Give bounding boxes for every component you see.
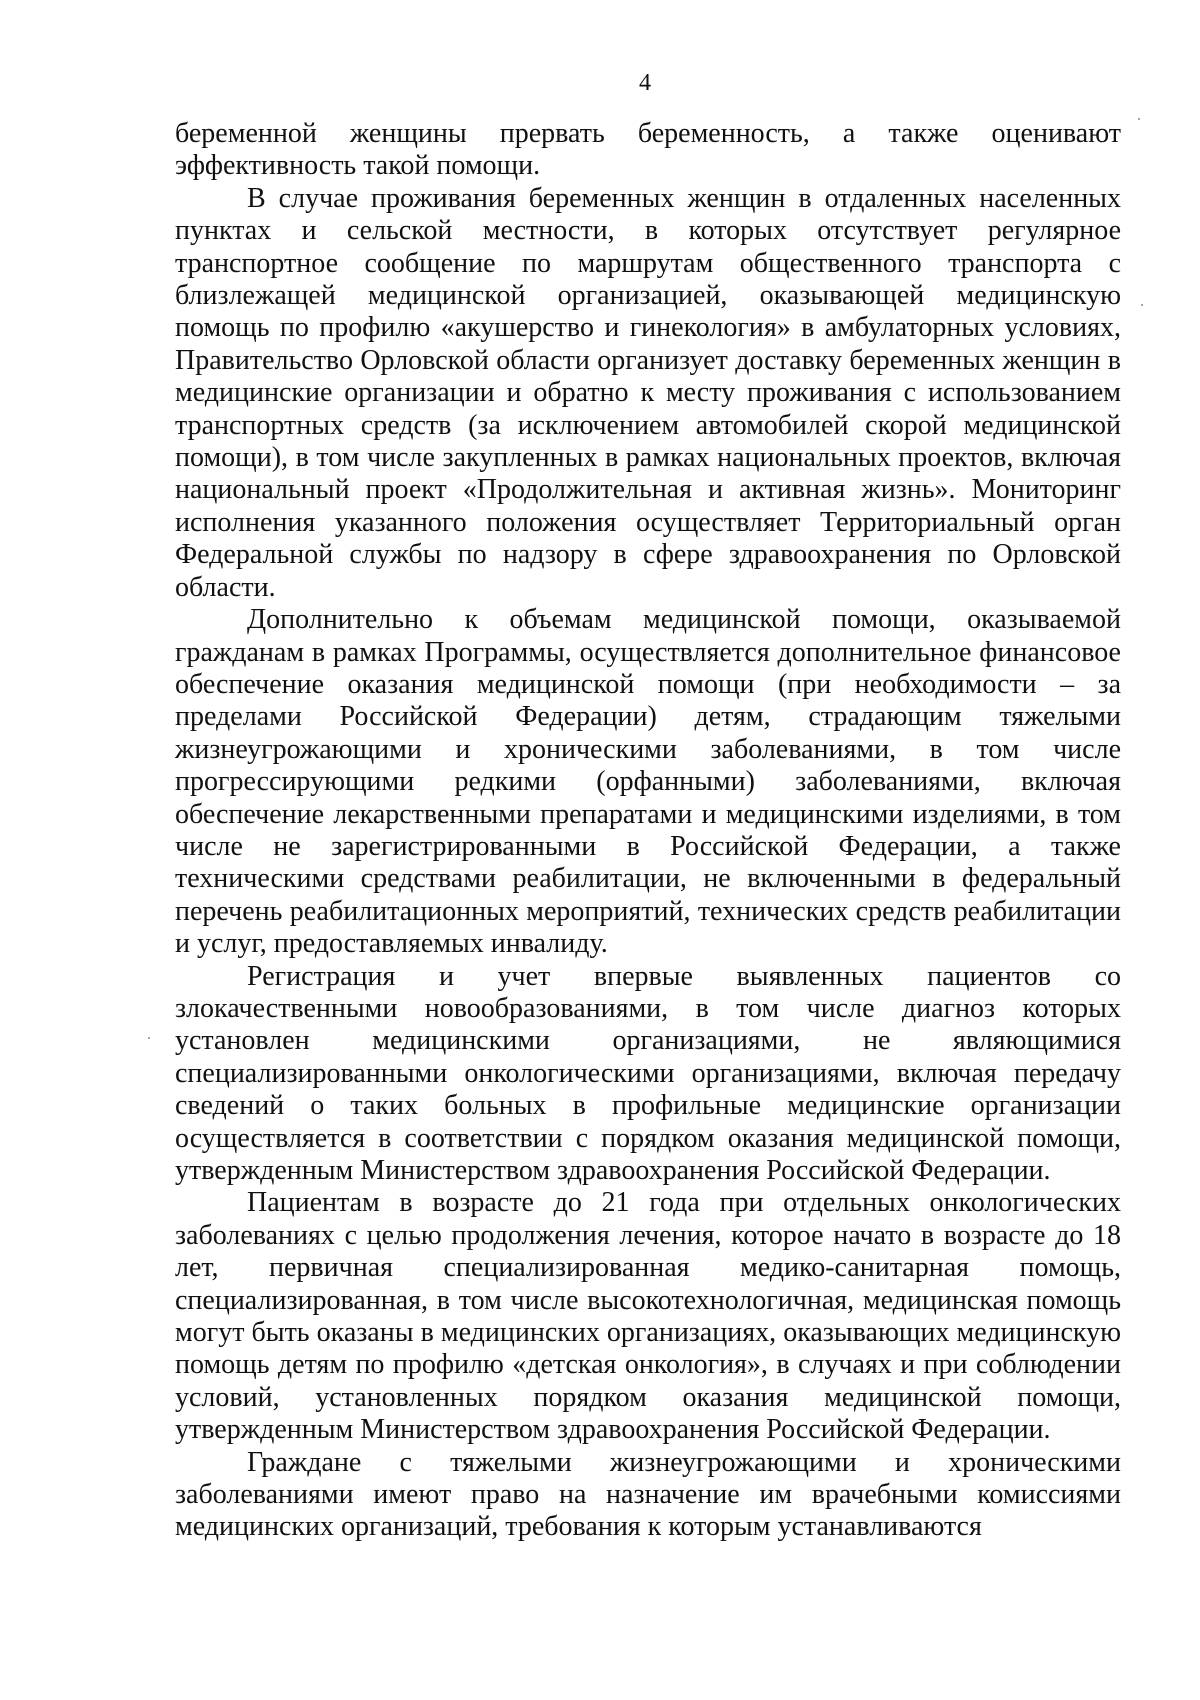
scan-dot-left-middle [148, 1037, 150, 1039]
paragraph-continuation: беременной женщины прервать беременность, а также оценивают эффективность такой помощи. [175, 118, 1121, 182]
paragraph-pregnant-transport: В случае проживания беременных женщин в отдаленных населенных пунктах и сельской местности, в которых отсутствует регулярное транспортное сообщение по маршрутам общественного транспорта с близлежащей медицинской организацией, оказывающей медицинскую помощь по профилю «акушерство и гинекология» в амбулаторных условиях, Правительство Орловской области организует доставку беременных женщин в медицинские организации и обратно к месту проживания с использованием транспортных средств (за исключением автомобилей скорой медицинской помощи), в том числе закупленных в рамках национальных проектов, включая национальный проект «Продолжительная и активная жизнь». Мониторинг исполнения указанного положения осуществляет Территориальный орган Федеральной службы по надзору в сфере здравоохранения по Орловской области. [175, 182, 1121, 603]
paragraph-patients-under-21: Пациентам в возрасте до 21 года при отдельных онкологических заболеваниях с целью продолжения лечения, которое начато в возрасте до 18 лет, первичная специализированная медико-санитарная помощь, специализированная, в том числе высокотехнологичная, медицинская помощь могут быть оказаны в медицинских организациях, оказывающих медицинскую помощь детям по профилю «детская онкология», в случаях и при соблюдении условий, установленных порядком оказания медицинской помощи, утвержденным Министерством здравоохранения Российской Федерации. [175, 1187, 1121, 1446]
paragraph-oncology-registration: Регистрация и учет впервые выявленных пациентов со злокачественными новообразованиями, в том числе диагноз которых установлен медицинскими организациями, не являющимися специализированными онкологическими организациями, включая передачу сведений о таких больных в профильные медицинские организации осуществляется в соответствии с порядком оказания медицинской помощи, утвержденным Министерством здравоохранения Российской Федерации. [175, 960, 1121, 1186]
body-text [175, 118, 1121, 1544]
paragraph-additional-funding: Дополнительно к объемам медицинской помощи, оказываемой гражданам в рамках Программы, осуществляется дополнительное финансовое обеспечение оказания медицинской помощи (при необходимости – за пределами Российской Федерации) детям, страдающим тяжелыми жизнеугрожающими и хроническими заболеваниями, в том числе прогрессирующими редкими (орфанными) заболеваниями, включая обеспечение лекарственными препаратами и медицинскими изделиями, в том числе не зарегистрированными в Российской Федерации, а также техническими средствами реабилитации, не включенными в федеральный перечень реабилитационных мероприятий, технических средств реабилитации и услуг, предоставляемых инвалиду. [175, 604, 1121, 960]
scan-dot-right-middle [1141, 304, 1143, 306]
page-number: 4 [639, 70, 651, 96]
scan-dot-right-top [1138, 118, 1140, 120]
paragraph-life-threatening-diseases: Граждане с тяжелыми жизнеугрожающими и хроническими заболеваниями имеют право на назначение им врачебными комиссиями медицинских организаций, требования к которым устанавливаются [175, 1446, 1121, 1543]
